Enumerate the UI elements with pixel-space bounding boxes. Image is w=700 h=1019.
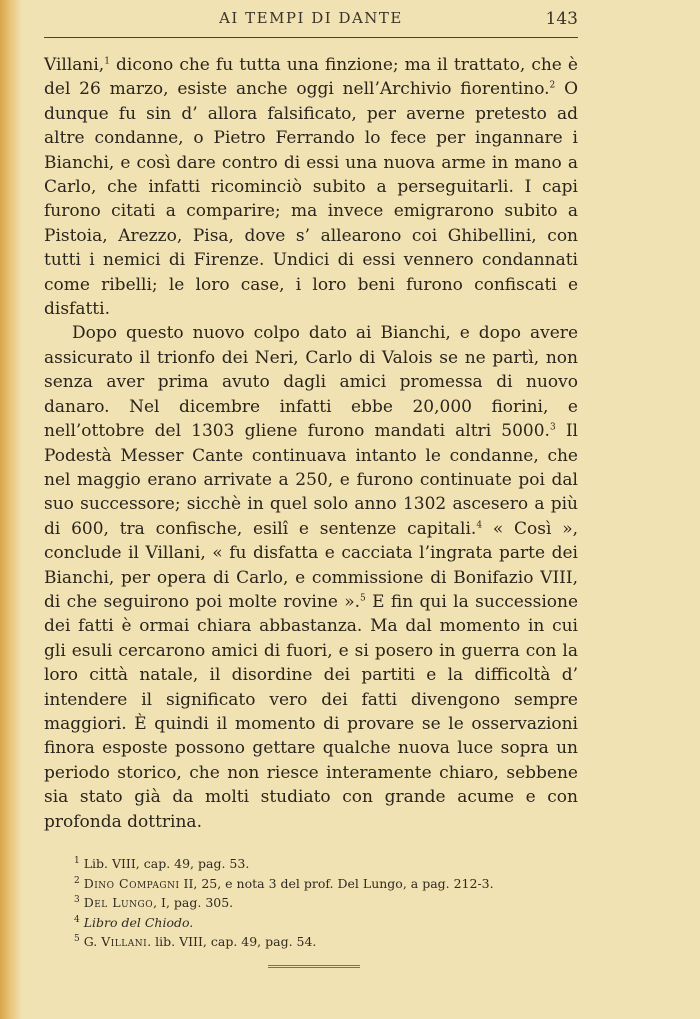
- footnotes: [74, 854, 574, 952]
- footnote-ref: 2: [549, 80, 556, 91]
- text-run: E fin qui la successione dei fatti è ormai chiara abbastanza. Ma dal momento in cui gli esuli cercarono amici di fuori, e si posero in guerra con la loro città natale, il disordine dei partiti e la difficoltà d’ intendere il significato vero dei fatti divengono sempre maggiori. È quindi il momento di provare se le osservazioni finora esposte possono gettare qualche nuova luce sopra un periodo storico, che non riesce interamente chiaro, sebbene sia stato già da molti studiato con grande acume e con profonda dottrina.: [44, 591, 579, 832]
- paragraph: [44, 53, 578, 321]
- footnote-text: . lib. VIII, cap. 49, pag. 54.: [147, 934, 317, 949]
- footnote-text: , I, pag. 305.: [153, 895, 234, 910]
- footnote: [74, 893, 574, 913]
- body-text: [44, 53, 578, 834]
- page-edge-shading: [0, 0, 22, 1019]
- footnote-ref: 5: [360, 593, 366, 604]
- running-title: AI TEMPI DI DANTE: [219, 9, 403, 27]
- footnote-text: Dino Compagni: [83, 875, 180, 891]
- footnote-ref: 3: [549, 422, 556, 433]
- footnote: [74, 854, 574, 874]
- footnote-number: 3: [74, 894, 80, 905]
- text-run: Il Podestà Messer Cante continuava intanto le condanne, che nel maggio erano arrivate a 250, e furono continuate poi dal suo successore; sicchè in quel solo anno 1302 ascesero a più di 600, tra confische, esilî e sentenze capitali.: [44, 421, 578, 539]
- page-header: [44, 9, 578, 33]
- footnote-text: G.: [83, 934, 102, 949]
- footnote-text: Lib. VIII, cap. 49, pag. 53.: [83, 856, 250, 871]
- footnote-number: 5: [74, 933, 80, 944]
- footnote-text: II, 25, e nota 3 del prof. Del Lungo, a pag. 212-3.: [179, 875, 494, 891]
- end-rule: [268, 965, 360, 968]
- footnote-text: Del Lungo: [83, 895, 154, 910]
- text-run: O dunque fu sin d’ allora falsificato, per averne pretesto ad altre condanne, o Pietro Ferrando lo fece per ingannare i Bianchi, e così dare contro di essi una nuova arme in mano a Carlo, che infatti ricominciò subito a perseguitarli. I capi furono citati a comparire; ma invece emigrarono subito a Pistoia, Arezzo, Pisa, dove s’ allearono coi Ghibellini, con tutti i nemici di Firenze. Undici di essi vennero condannati come ribelli; le loro case, i loro beni furono confiscati e disfatti.: [44, 79, 579, 320]
- paragraph: [44, 321, 578, 834]
- footnote: [74, 932, 574, 952]
- text-run: dicono che fu tutta una finzione; ma il trattato, che è del 26 marzo, esiste anche oggi nell’Archivio fiorentino.: [44, 55, 578, 100]
- page-number: 143: [545, 9, 578, 29]
- footnote-number: 4: [74, 914, 80, 925]
- footnote-number: 2: [74, 875, 80, 886]
- text-run: « Così », conclude il Villani, « fu disfatta e cacciata l’ingrata parte dei Bianchi, per opera di Carlo, e commissione di Bonifazio VIII, di che seguirono poi molte rovine ».: [44, 518, 578, 612]
- footnote-ref: 1: [104, 56, 110, 67]
- footnote-number: 1: [74, 855, 80, 866]
- header-rule: [44, 37, 578, 38]
- text-run: Dopo questo nuovo colpo dato ai Bianchi, e dopo avere assicurato il trionfo dei Neri, Carlo di Valois se ne partì, non senza aver prima avuto dagli amici promessa di nuovo danaro. Nel dicembre infatti ebbe 20,000 fiorini, e nell’ottobre del 1303 gliene furono mandati altri 5000.: [44, 323, 578, 442]
- text-run: Villani,: [44, 55, 105, 75]
- footnote: [74, 913, 574, 933]
- footnote-ref: 4: [476, 520, 483, 531]
- footnote-text: Libro del Chiodo.: [83, 914, 194, 930]
- footnote: [74, 874, 574, 894]
- footnote-text: Villani: [101, 934, 148, 949]
